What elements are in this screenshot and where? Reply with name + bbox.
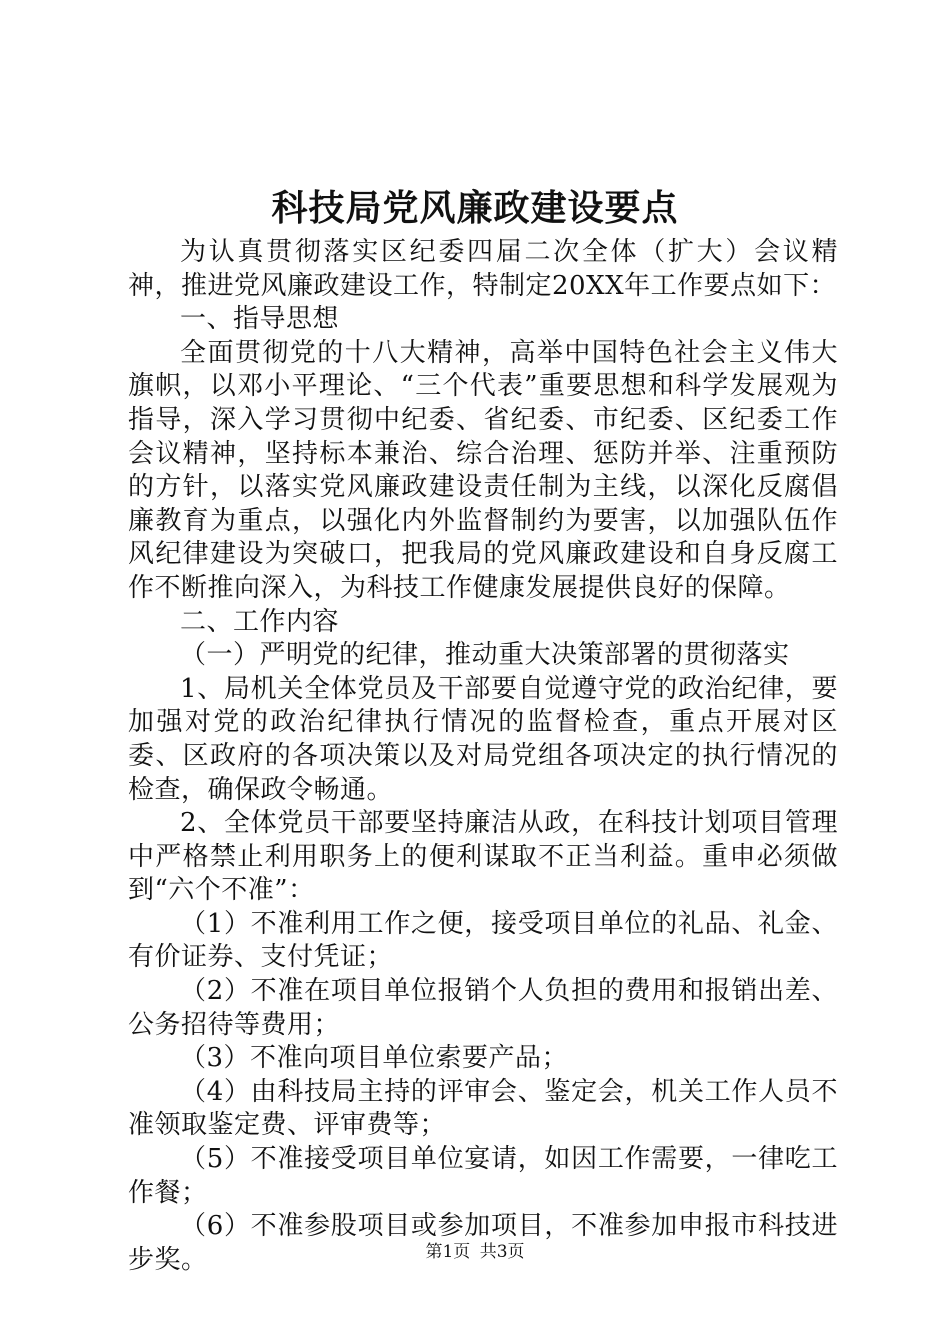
heading-work-content: 二、工作内容 xyxy=(180,606,340,637)
rule-6: （6）不准参股项目或参加项目，不准参加申报市科技进步奖。 xyxy=(128,1211,838,1275)
rule-4: （4）由科技局主持的评审会、鉴定会，机关工作人员不准领取鉴定费、评审费等； xyxy=(128,1076,838,1141)
subheading-party-discipline: （一）严明党的纪律，推动重大决策部署的贯彻落实 xyxy=(180,640,790,671)
paragraph-item-1: 1、局机关全体党员及干部要自觉遵守党的政治纪律，要加强对党的政治纪律执行情况的监督检查，重点开展对区委、区政府的各项决策以及对局党组各项决定的执行情况的检查，确保政令畅通。 xyxy=(128,673,838,805)
document-title: 科技局党风廉政建设要点 xyxy=(271,187,679,229)
heading-guiding-ideology: 一、指导思想 xyxy=(180,304,340,335)
page-number: 第1页 xyxy=(425,1242,471,1262)
document-body xyxy=(128,236,838,1277)
rule-2: （2）不准在项目单位报销个人负担的费用和报销出差、公务招待等费用； xyxy=(128,976,838,1040)
page-footer xyxy=(0,1240,950,1264)
rule-3: （3）不准向项目单位索要产品； xyxy=(180,1043,569,1074)
page-total: 共3页 xyxy=(479,1242,525,1262)
rule-1: （1）不准利用工作之便，接受项目单位的礼品、礼金、有价证券、支付凭证； xyxy=(128,908,838,973)
rule-5: （5）不准接受项目单位宴请，如因工作需要，一律吃工作餐； xyxy=(128,1144,838,1208)
paragraph-intro: 为认真贯彻落实区纪委四届二次全体（扩大）会议精神，推进党风廉政建设工作，特制定20XX年工作要点如下： xyxy=(128,237,838,301)
paragraph-guiding-ideology: 全面贯彻党的十八大精神，高举中国特色社会主义伟大旗帜，以邓小平理论、“三个代表”重要思想和科学发展观为指导，深入学习贯彻中纪委、省纪委、市纪委、区纪委工作会议精神，坚持标本兼治、综合治理、惩防并举、注重预防的方针，以落实党风廉政建设责任制为主线，以深化反腐倡廉教育为重点，以强化内外监督制约为要害，以加强队伍作风纪律建设为突破口，把我局的党风廉政建设和自身反腐工作不断推向深入，为科技工作健康发展提供良好的保障。 xyxy=(128,337,838,603)
paragraph-item-2: 2、全体党员干部要坚持廉洁从政，在科技计划项目管理中严格禁止利用职务上的便利谋取不正当利益。重申必须做到“六个不准”： xyxy=(128,808,838,906)
